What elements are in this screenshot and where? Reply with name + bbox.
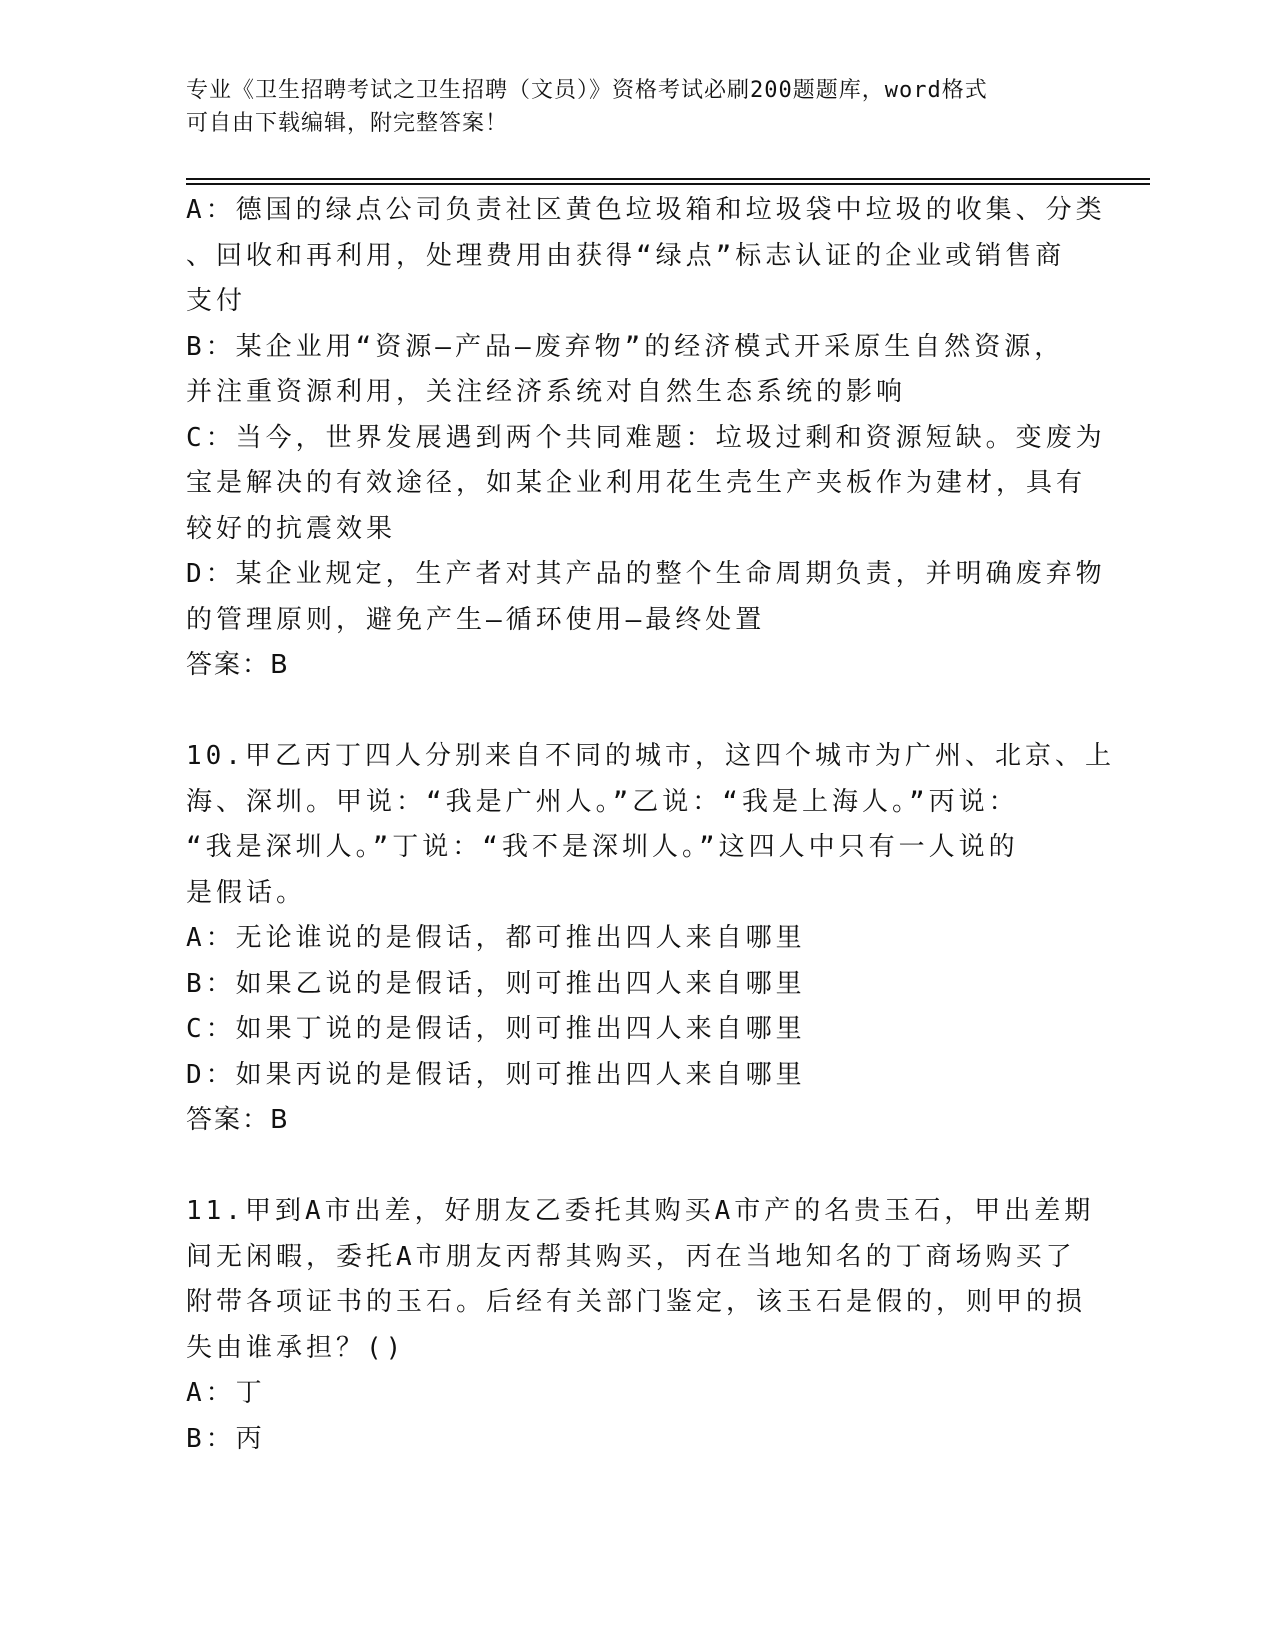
header-divider-top: [186, 178, 1150, 180]
question-10: [186, 734, 1115, 1144]
text-line: C：当今，世界发展遇到两个共同难题：垃圾过剩和资源短缺。变废为: [186, 422, 1106, 453]
text-line: 的管理原则，避免产生—循环使用—最终处置: [186, 604, 766, 635]
option-d: [186, 552, 1106, 643]
header-line-1: 专业《卫生招聘考试之卫生招聘（文员）》资格考试必刷200题题库，word格式: [186, 78, 988, 103]
text-line: 是假话。: [186, 877, 307, 908]
text-line: 间无闲暇，委托A市朋友丙帮其购买，丙在当地知名的丁商场购买了: [186, 1241, 1076, 1272]
text-line: 10.甲乙丙丁四人分别来自不同的城市，这四个城市为广州、北京、上: [186, 741, 1115, 771]
option-b: [186, 325, 1086, 416]
question-spacer: [186, 689, 1086, 735]
text-line: 宝是解决的有效途径，如某企业利用花生壳生产夹板作为建材，具有: [186, 468, 1087, 498]
option-c: C：如果丁说的是假话，则可推出四人来自哪里: [186, 1014, 806, 1044]
text-line: 失由谁承担？(): [186, 1332, 406, 1363]
option-a: [186, 188, 1106, 325]
header-divider-bottom: [186, 183, 1150, 185]
option-b: B：如果乙说的是假话，则可推出四人来自哪里: [186, 968, 806, 999]
option-c: [186, 416, 1106, 553]
text-line: 11.甲到A市出差，好朋友乙委托其购买A市产的名贵玉石，甲出差期: [186, 1196, 1095, 1226]
option-d: D：如果丙说的是假话，则可推出四人来自哪里: [186, 1059, 806, 1090]
option-a: A：无论谁说的是假话，都可推出四人来自哪里: [186, 923, 806, 953]
text-line: 海、深圳。甲说：“我是广州人。”乙说：“我是上海人。”丙说：: [186, 786, 1019, 817]
header-line-2: 可自由下载编辑，附完整答案！: [186, 111, 509, 136]
text-line: 较好的抗震效果: [186, 513, 397, 544]
text-line: “我是深圳人。”丁说：“我不是深圳人。”这四人中只有一人说的: [186, 832, 1019, 862]
question-11: [186, 1189, 1095, 1462]
document-header: [186, 74, 1066, 140]
answer-line: 答案：B: [186, 650, 290, 680]
question-stem: [186, 1189, 1095, 1371]
text-line: B：某企业用“资源—产品—废弃物”的经济模式开采原生自然资源，: [186, 331, 1065, 362]
option-b: B：丙: [186, 1423, 266, 1454]
answer-line: 答案：B: [186, 1105, 290, 1135]
document-body: [186, 188, 1115, 1462]
text-line: 并注重资源利用，关注经济系统对自然生态系统的影响: [186, 377, 907, 407]
text-line: A：德国的绿点公司负责社区黄色垃圾箱和垃圾袋中垃圾的收集、分类: [186, 195, 1106, 225]
text-line: 支付: [186, 286, 247, 316]
option-a: A：丁: [186, 1378, 266, 1408]
question-9-options: [186, 188, 1106, 689]
question-spacer: [186, 1144, 1086, 1190]
question-stem: [186, 734, 1115, 916]
text-line: D：某企业规定，生产者对其产品的整个生命周期负责，并明确废弃物: [186, 559, 1106, 589]
text-line: 、回收和再利用，处理费用由获得“绿点”标志认证的企业或销售商: [186, 240, 1066, 271]
text-line: 附带各项证书的玉石。后经有关部门鉴定，该玉石是假的，则甲的损: [186, 1287, 1087, 1317]
